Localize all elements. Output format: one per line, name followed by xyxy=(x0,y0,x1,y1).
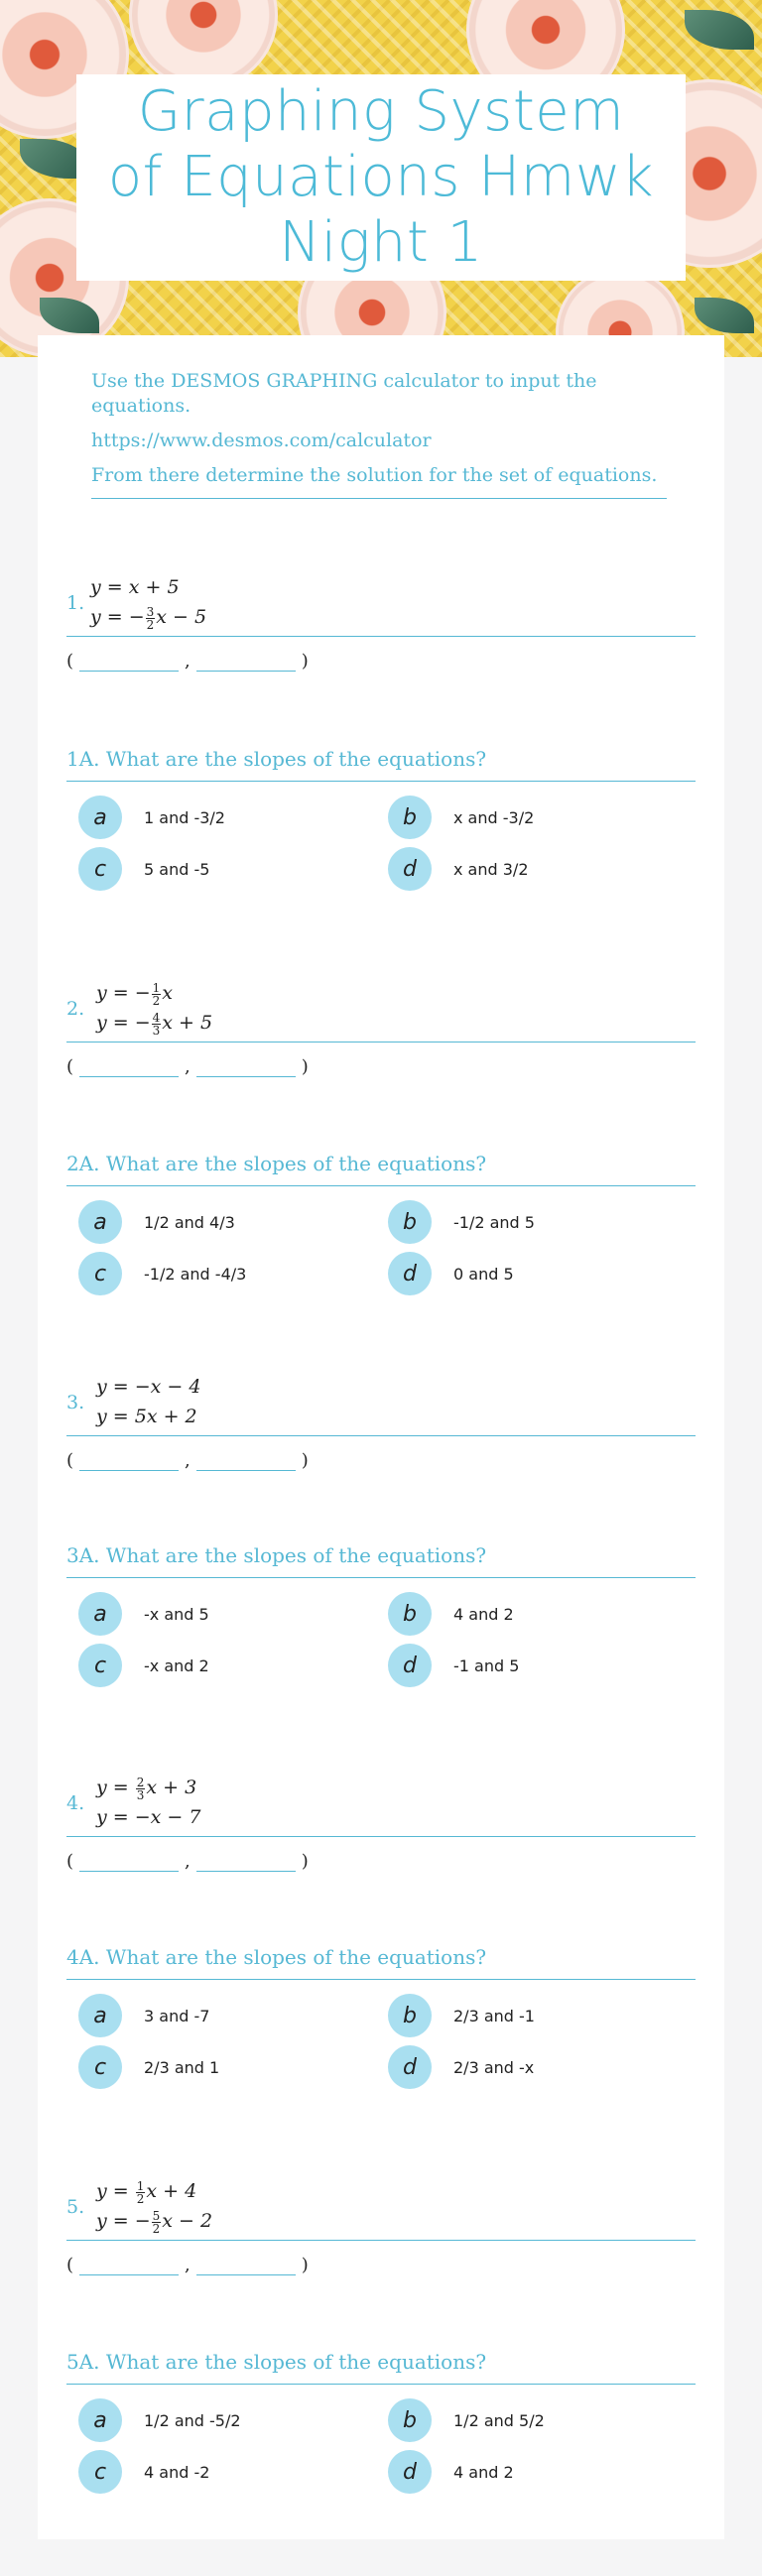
problem-number: 3. xyxy=(66,1392,85,1413)
option-letter: b xyxy=(388,1200,432,1244)
question-4a xyxy=(66,1945,696,2089)
option-letter: c xyxy=(78,2045,122,2089)
equation-line: y = −x − 4 xyxy=(96,1376,201,1398)
option-b[interactable]: b 2/3 and -1 xyxy=(376,1994,686,2037)
answer-row: ( , ) xyxy=(66,1450,309,1471)
x-answer-blank[interactable] xyxy=(79,1452,179,1471)
option-letter: d xyxy=(388,1644,432,1687)
option-c[interactable]: c -x and 2 xyxy=(66,1644,376,1687)
question-text: 4A. What are the slopes of the equations? xyxy=(66,1945,696,1980)
problem-4 xyxy=(66,1767,696,1872)
divider xyxy=(91,498,667,499)
desmos-link[interactable]: https://www.desmos.com/calculator xyxy=(91,429,432,451)
leaf-decoration xyxy=(695,298,754,333)
question-1a xyxy=(66,747,696,891)
option-d[interactable]: d 4 and 2 xyxy=(376,2450,686,2494)
instruction-line: From there determine the solution for the set of equations. xyxy=(91,464,658,486)
worksheet-card xyxy=(38,335,724,2539)
question-3a xyxy=(66,1543,696,1687)
option-letter: b xyxy=(388,1994,432,2037)
y-answer-blank[interactable] xyxy=(196,1452,296,1471)
question-text: 5A. What are the slopes of the equations? xyxy=(66,2350,696,2385)
instruction-line: Use the DESMOS GRAPHING calculator to input the equations. xyxy=(91,370,597,417)
equation-block xyxy=(66,972,696,1043)
x-answer-blank[interactable] xyxy=(79,1853,179,1872)
option-letter: c xyxy=(78,1644,122,1687)
equation-line: y = 5x + 2 xyxy=(96,1406,197,1427)
option-a[interactable]: a 1/2 and 4/3 xyxy=(66,1200,376,1244)
option-letter: a xyxy=(78,796,122,839)
x-answer-blank[interactable] xyxy=(79,1058,179,1077)
problem-number: 1. xyxy=(66,592,85,614)
equation-line: y = − $\frac{5}{2}$ x − 2 xyxy=(96,2208,213,2236)
equation-line: y = − $\frac{4}{3}$ x + 5 xyxy=(96,1010,213,1038)
option-d[interactable]: d 2/3 and -x xyxy=(376,2045,686,2089)
option-c[interactable]: c 5 and -5 xyxy=(66,847,376,891)
x-answer-blank[interactable] xyxy=(79,2257,179,2275)
answer-row: ( , ) xyxy=(66,2255,309,2275)
problem-1 xyxy=(66,566,696,672)
option-b[interactable]: b 1/2 and 5/2 xyxy=(376,2398,686,2442)
equation-line: y = $\frac{1}{2}$ x + 4 xyxy=(96,2178,197,2206)
equation-line: y = − $\frac{3}{2}$ x − 5 xyxy=(90,604,207,632)
question-5a xyxy=(66,2350,696,2494)
option-d[interactable]: d 0 and 5 xyxy=(376,1252,686,1295)
equation-line: y = −x − 7 xyxy=(96,1806,201,1828)
y-answer-blank[interactable] xyxy=(196,1853,296,1872)
option-c[interactable]: c -1/2 and -4/3 xyxy=(66,1252,376,1295)
equation-line: y = $\frac{2}{3}$ x + 3 xyxy=(96,1775,197,1802)
problem-number: 5. xyxy=(66,2196,85,2218)
option-letter: b xyxy=(388,1592,432,1636)
answer-row: ( , ) xyxy=(66,1056,309,1077)
option-letter: c xyxy=(78,1252,122,1295)
option-letter: c xyxy=(78,2450,122,2494)
answer-row: ( , ) xyxy=(66,1851,309,1872)
option-d[interactable]: d -1 and 5 xyxy=(376,1644,686,1687)
option-letter: c xyxy=(78,847,122,891)
problem-5 xyxy=(66,2170,696,2275)
option-letter: a xyxy=(78,1994,122,2037)
option-a[interactable]: a 3 and -7 xyxy=(66,1994,376,2037)
option-b[interactable]: b x and -3/2 xyxy=(376,796,686,839)
y-answer-blank[interactable] xyxy=(196,653,296,672)
option-d[interactable]: d x and 3/2 xyxy=(376,847,686,891)
option-letter: d xyxy=(388,847,432,891)
instructions xyxy=(91,369,667,499)
x-answer-blank[interactable] xyxy=(79,653,179,672)
y-answer-blank[interactable] xyxy=(196,2257,296,2275)
option-letter: a xyxy=(78,1592,122,1636)
equation-line: y = x + 5 xyxy=(90,576,180,598)
title-box xyxy=(76,74,686,281)
answer-row: ( , ) xyxy=(66,651,309,672)
equation-block xyxy=(66,566,696,637)
equation-block xyxy=(66,2170,696,2241)
leaf-decoration xyxy=(685,10,754,50)
question-2a xyxy=(66,1152,696,1295)
option-letter: a xyxy=(78,2398,122,2442)
option-a[interactable]: a 1/2 and -5/2 xyxy=(66,2398,376,2442)
question-text: 1A. What are the slopes of the equations? xyxy=(66,747,696,782)
equation-block xyxy=(66,1767,696,1837)
equation-block xyxy=(66,1366,696,1436)
page-title: Graphing System of Equations Hmwk Night 1 xyxy=(107,79,655,275)
option-letter: a xyxy=(78,1200,122,1244)
question-text: 3A. What are the slopes of the equations? xyxy=(66,1543,696,1578)
option-letter: d xyxy=(388,2045,432,2089)
question-text: 2A. What are the slopes of the equations? xyxy=(66,1152,696,1186)
option-b[interactable]: b 4 and 2 xyxy=(376,1592,686,1636)
problem-3 xyxy=(66,1366,696,1471)
option-letter: d xyxy=(388,1252,432,1295)
problem-number: 4. xyxy=(66,1792,85,1814)
option-letter: b xyxy=(388,796,432,839)
option-a[interactable]: a -x and 5 xyxy=(66,1592,376,1636)
option-c[interactable]: c 4 and -2 xyxy=(66,2450,376,2494)
problem-number: 2. xyxy=(66,998,85,1020)
y-answer-blank[interactable] xyxy=(196,1058,296,1077)
option-letter: b xyxy=(388,2398,432,2442)
option-c[interactable]: c 2/3 and 1 xyxy=(66,2045,376,2089)
option-letter: d xyxy=(388,2450,432,2494)
option-a[interactable]: a 1 and -3/2 xyxy=(66,796,376,839)
option-b[interactable]: b -1/2 and 5 xyxy=(376,1200,686,1244)
equation-line: y = − $\frac{1}{2}$ x xyxy=(96,980,174,1008)
problem-2 xyxy=(66,972,696,1077)
